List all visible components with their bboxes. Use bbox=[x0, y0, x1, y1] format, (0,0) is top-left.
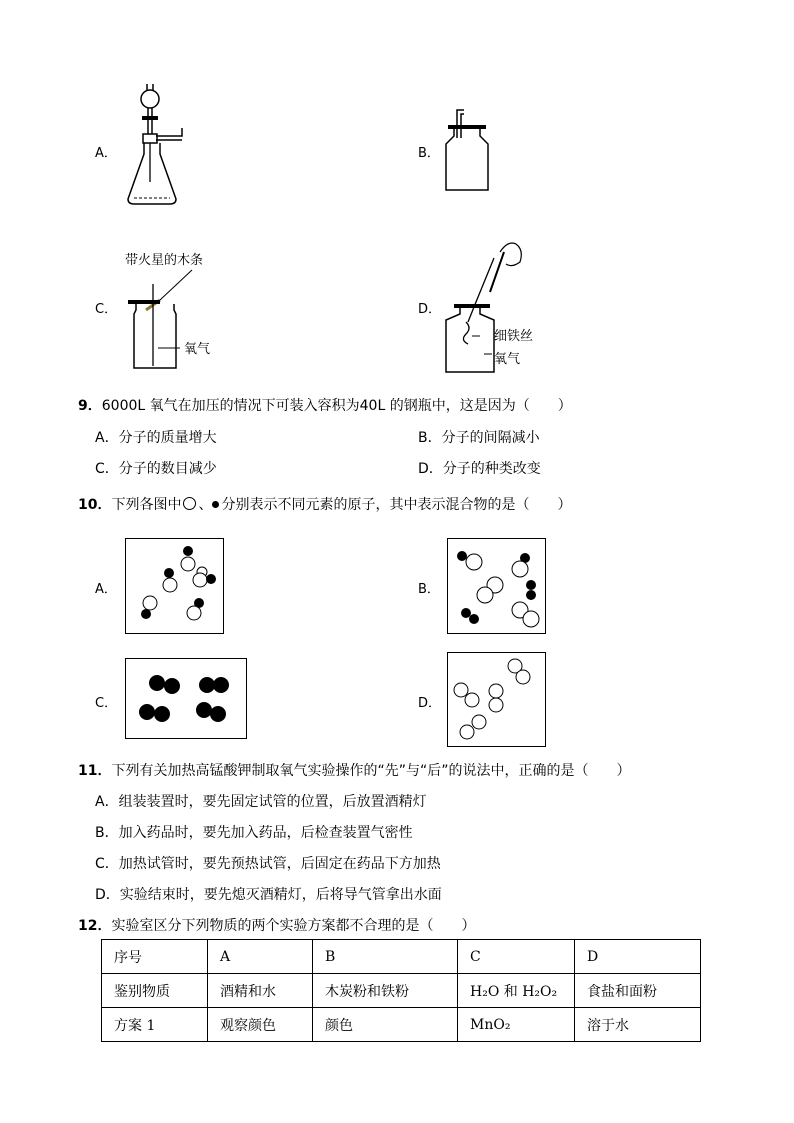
table-cell: 方案 1 bbox=[102, 1008, 208, 1042]
q10-d-particle-diagram bbox=[447, 652, 546, 747]
table-cell: 鉴别物质 bbox=[102, 974, 208, 1008]
q10-option-b-label[interactable]: B． bbox=[418, 582, 440, 597]
table-cell: A bbox=[208, 940, 313, 974]
splint-label: 带火星的木条 bbox=[125, 253, 204, 268]
white-atom-icon bbox=[183, 497, 196, 510]
gas-bottle-apparatus bbox=[444, 108, 490, 194]
q12-table bbox=[101, 939, 701, 1042]
q11-option-c[interactable]: C．加热试管时，要先预热试管，后固定在药品下方加热 bbox=[95, 856, 441, 872]
table-cell: D bbox=[575, 940, 701, 974]
question-9-stem: 6000L 氧气在加压的情况下可装入容积为40L 的钢瓶中，这是因为（ ） bbox=[101, 398, 572, 414]
q11-option-b[interactable]: B．加入药品时，要先加入药品，后检查装置气密性 bbox=[95, 825, 413, 841]
question-11 bbox=[78, 760, 631, 780]
question-10-stem-suffix: 分别表示不同元素的原子，其中表示混合物的是（ ） bbox=[221, 497, 572, 513]
question-12-number: 12． bbox=[78, 918, 112, 934]
table-cell: 序号 bbox=[102, 940, 208, 974]
table-cell: C bbox=[458, 940, 575, 974]
oxygen-label: 氧气 bbox=[184, 342, 211, 357]
question-10-stem-prefix: 下列各图中 bbox=[111, 497, 182, 513]
q8-option-b-label[interactable]: B． bbox=[418, 146, 440, 161]
question-10-number: 10． bbox=[78, 497, 112, 513]
question-12-stem: 实验室区分下列物质的两个实验方案都不合理的是（ ） bbox=[111, 918, 476, 934]
table-cell: 颜色 bbox=[313, 1008, 458, 1042]
iron-wire-burning-in-oxygen bbox=[440, 232, 550, 374]
q10-a-particle-diagram bbox=[125, 538, 224, 634]
question-9 bbox=[78, 395, 572, 415]
q9-option-a[interactable]: A．分子的质量增大 bbox=[95, 430, 217, 446]
iron-wire-label: 细铁丝 bbox=[494, 329, 534, 344]
q9-option-b[interactable]: B．分子的间隔减小 bbox=[418, 430, 540, 446]
q9-option-d[interactable]: D．分子的种类改变 bbox=[418, 461, 541, 477]
q11-option-a[interactable]: A．组装装置时，要先固定试管的位置，后放置酒精灯 bbox=[95, 794, 427, 810]
separatory-funnel-flask-apparatus bbox=[124, 84, 186, 208]
oxygen-label-d: 氧气 bbox=[494, 352, 521, 367]
q8-option-c-label[interactable]: C． bbox=[95, 302, 118, 317]
table-header-row bbox=[102, 940, 701, 974]
question-9-number: 9． bbox=[78, 398, 102, 414]
table-cell: H₂O 和 H₂O₂ bbox=[458, 974, 575, 1008]
oxygen-bottle-with-glowing-splint bbox=[120, 248, 230, 372]
q10-option-a-label[interactable]: A． bbox=[95, 582, 117, 597]
question-10 bbox=[78, 494, 571, 514]
q10-option-d-label[interactable]: D． bbox=[418, 696, 442, 711]
q10-c-particle-diagram bbox=[125, 658, 247, 739]
q9-option-c[interactable]: C．分子的数目减少 bbox=[95, 461, 217, 477]
question-12 bbox=[78, 915, 475, 935]
table-cell: 观察颜色 bbox=[208, 1008, 313, 1042]
black-atom-icon bbox=[212, 501, 219, 508]
question-11-stem: 下列有关加热高锰酸钾制取氧气实验操作的“先”与“后”的说法中，正确的是（ ） bbox=[111, 763, 631, 779]
table-cell: 酒精和水 bbox=[208, 974, 313, 1008]
question-11-number: 11． bbox=[78, 763, 112, 779]
q8-option-a-label[interactable]: A． bbox=[95, 146, 117, 161]
q10-b-particle-diagram bbox=[447, 538, 546, 634]
q11-option-d[interactable]: D．实验结束时，要先熄灭酒精灯，后将导气管拿出水面 bbox=[95, 887, 442, 903]
table-cell: MnO₂ bbox=[458, 1008, 575, 1042]
table-row bbox=[102, 1008, 701, 1042]
separator-icon: 、 bbox=[198, 497, 213, 513]
q10-option-c-label[interactable]: C． bbox=[95, 696, 118, 711]
table-cell: 溶于水 bbox=[575, 1008, 701, 1042]
table-cell: B bbox=[313, 940, 458, 974]
table-cell: 木炭粉和铁粉 bbox=[313, 974, 458, 1008]
table-cell: 食盐和面粉 bbox=[575, 974, 701, 1008]
q8-option-d-label[interactable]: D． bbox=[418, 302, 442, 317]
table-row bbox=[102, 974, 701, 1008]
